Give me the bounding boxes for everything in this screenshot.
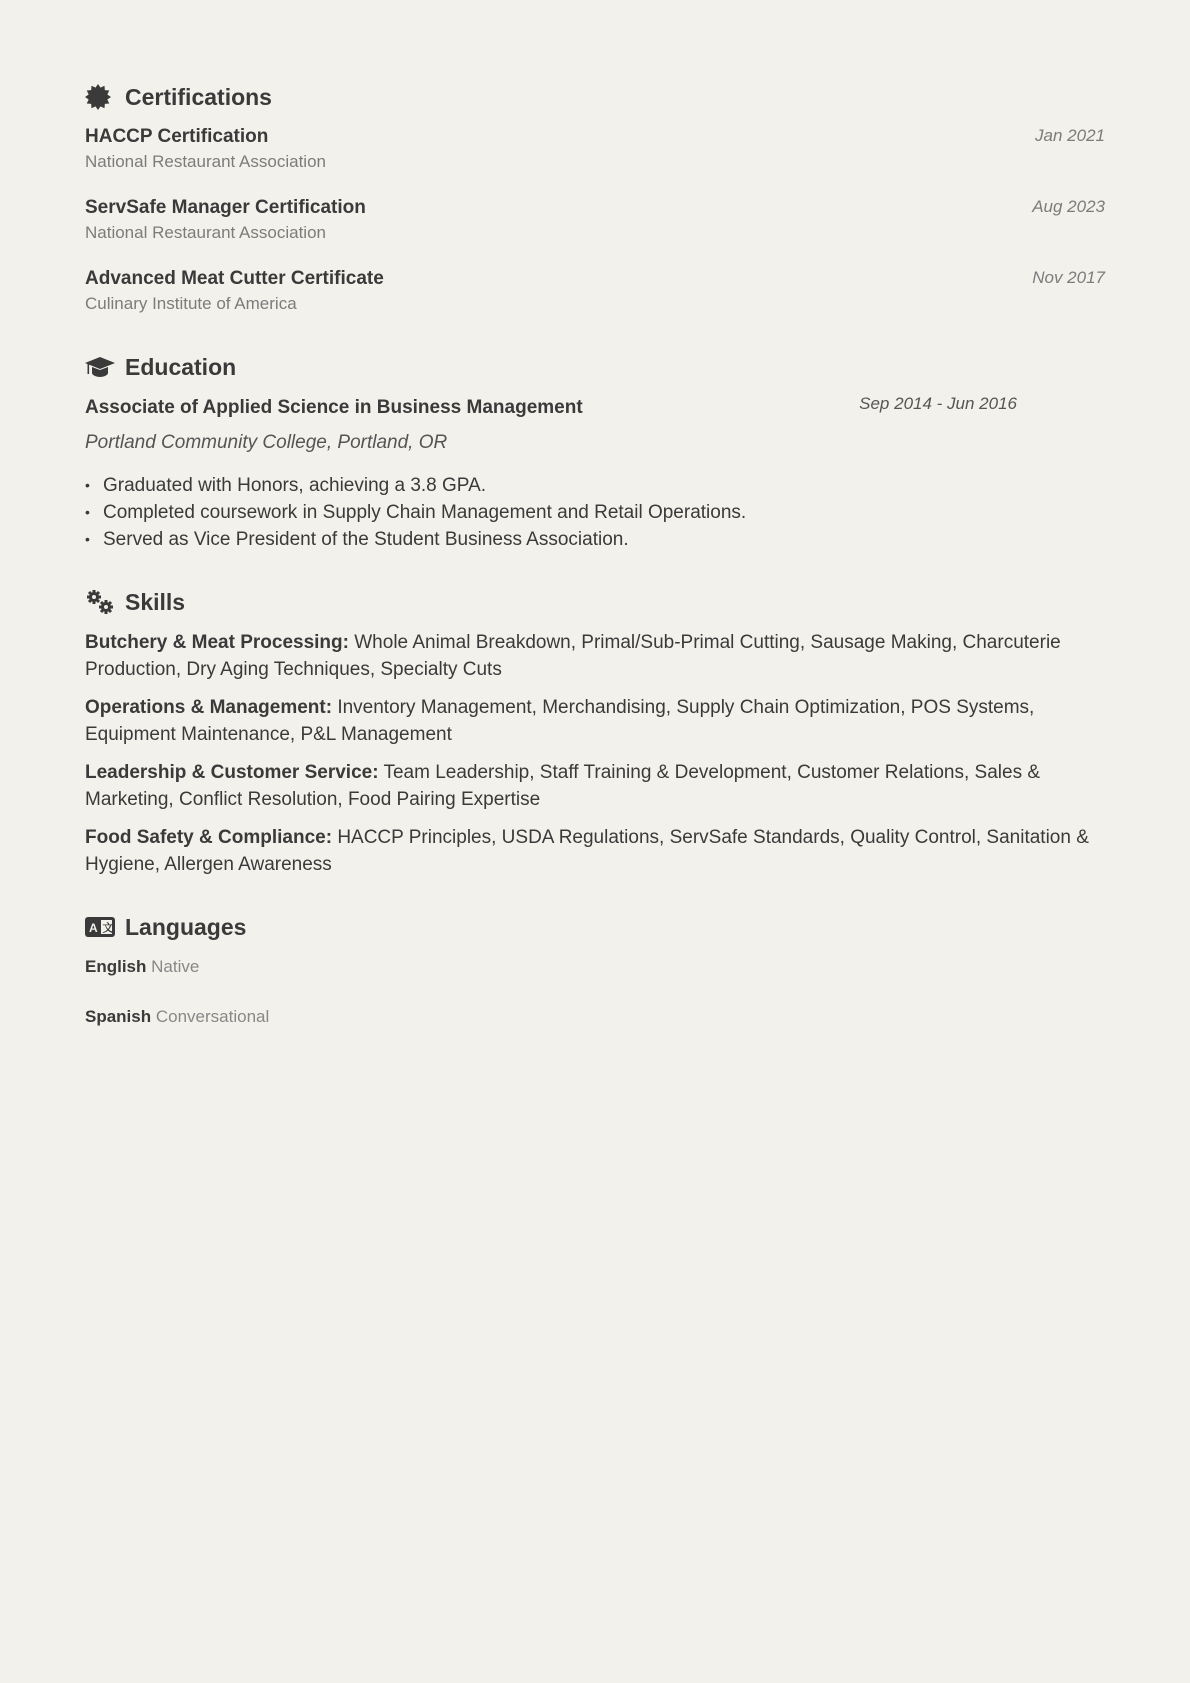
- skill-label: Food Safety & Compliance:: [85, 827, 333, 848]
- svg-text:文: 文: [102, 922, 114, 935]
- education-section: [85, 348, 1105, 553]
- language-item: [85, 1004, 1105, 1030]
- skill-label: Butchery & Meat Processing:: [85, 632, 349, 653]
- cert-issuer: Culinary Institute of America: [85, 294, 297, 313]
- certificate-badge-icon: [85, 84, 115, 110]
- skill-items: Whole Animal Breakdown, Primal/Sub-Primal Cutting, Sausage Making, Charcuterie Production, Dry Aging Techniques, Specialty Cuts: [85, 632, 1061, 680]
- skill-label: Operations & Management:: [85, 697, 333, 718]
- language-level: Conversational: [155, 1007, 270, 1026]
- skill-group: [85, 694, 1105, 748]
- certifications-section: [85, 78, 1105, 316]
- language-name: English: [85, 957, 147, 976]
- skill-group: [85, 824, 1105, 878]
- languages-section: [85, 908, 1105, 1030]
- section-title: Languages: [125, 913, 247, 940]
- bullet-item: • Served as Vice President of the Student Business Association.: [85, 526, 1105, 553]
- section-title: Skills: [125, 588, 186, 615]
- certification-item: [85, 124, 1105, 174]
- skill-items: Team Leadership, Staff Training & Development, Customer Relations, Sales & Marketing, Conflict Resolution, Food Pairing Expertise: [85, 762, 1041, 810]
- cert-date: Aug 2023: [1032, 197, 1105, 216]
- cert-issuer: National Restaurant Association: [85, 223, 326, 242]
- skill-items: HACCP Principles, USDA Regulations, ServSafe Standards, Quality Control, Sanitation & Hygiene, Allergen Awareness: [85, 827, 1089, 875]
- language-level: Native: [151, 957, 200, 976]
- cert-date: Jan 2021: [1035, 126, 1105, 145]
- gears-icon: [85, 589, 115, 615]
- certification-item: [85, 266, 1105, 316]
- cert-title: ServSafe Manager Certification: [85, 197, 366, 218]
- education-dates: Sep 2014 - Jun 2016: [859, 394, 1017, 413]
- cert-title: Advanced Meat Cutter Certificate: [85, 268, 384, 289]
- language-name: Spanish: [85, 1007, 152, 1026]
- skill-group: [85, 629, 1105, 683]
- bullet-item: • Completed coursework in Supply Chain Management and Retail Operations.: [85, 499, 1105, 526]
- school-name: Portland Community College, Portland, OR: [85, 432, 448, 453]
- certification-item: [85, 195, 1105, 245]
- language-item: [85, 954, 1105, 980]
- cert-date: Nov 2017: [1032, 268, 1105, 287]
- svg-text:A: A: [89, 921, 98, 935]
- skill-group: [85, 759, 1105, 813]
- language-icon: [85, 914, 115, 940]
- skills-section: [85, 583, 1105, 878]
- cert-issuer: National Restaurant Association: [85, 152, 326, 171]
- cert-title: HACCP Certification: [85, 126, 269, 147]
- education-bullets: [85, 472, 1105, 553]
- section-title: Certifications: [125, 83, 272, 110]
- bullet-item: • Graduated with Honors, achieving a 3.8 GPA.: [85, 472, 1105, 499]
- degree-title: Associate of Applied Science in Business Management: [85, 397, 583, 418]
- skill-label: Leadership & Customer Service:: [85, 762, 379, 783]
- graduation-cap-icon: [85, 354, 115, 380]
- resume-page: [85, 78, 1105, 1054]
- section-title: Education: [125, 353, 237, 380]
- skill-items: Inventory Management, Merchandising, Supply Chain Optimization, POS Systems, Equipment Maintenance, P&L Management: [85, 697, 1035, 745]
